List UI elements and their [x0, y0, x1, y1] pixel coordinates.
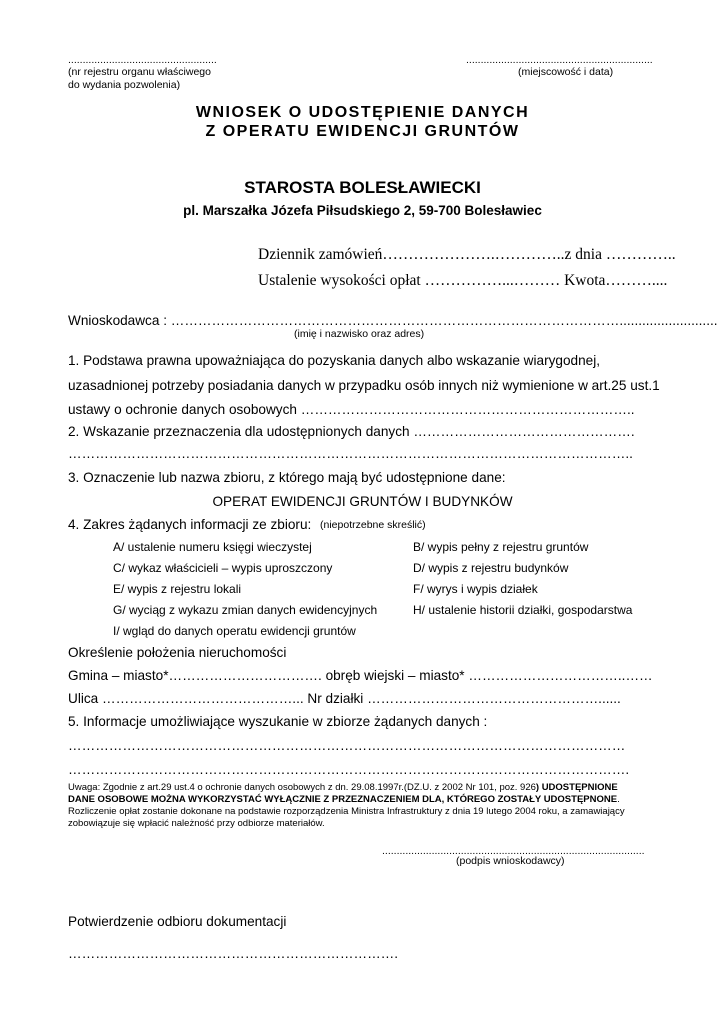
- option-i[interactable]: I/ wgląd do danych operatu ewidencji gruntów: [113, 624, 356, 638]
- option-d[interactable]: D/ wypis z rejestru budynków: [413, 561, 569, 575]
- place-date-dots[interactable]: ................................................................: [466, 54, 653, 66]
- municipality-field[interactable]: Gmina – miasto*……………………………. obręb wiejski – miasto* ……………………………..……: [68, 668, 653, 683]
- legal-basis-field[interactable]: ustawy o ochronie danych osobowych ………………………………………………………………..: [68, 402, 635, 417]
- form-title-line1: WNIOSEK O UDOSTĘPIENIE DANYCH: [195, 104, 530, 121]
- section5-label: 5. Informacje umożliwiające wyszukanie w zbiorze żądanych danych :: [68, 714, 488, 729]
- place-date-label: (miejscowość i data): [518, 66, 614, 78]
- receipt-dots[interactable]: ……………………………………………………………….: [68, 946, 399, 961]
- signature-label: (podpis wnioskodawcy): [456, 855, 565, 867]
- street-parcel-field[interactable]: Ulica ……………………………………... Nr działki ……………………………………………......: [68, 691, 621, 706]
- purpose-field-continued[interactable]: ……………………………………………………………………………………………………………..: [68, 446, 633, 461]
- applicant-field[interactable]: Wnioskodawca : ………………………………………………………………………………………..........................: [68, 313, 718, 328]
- authority-name: STAROSTA BOLESŁAWIECKI: [244, 178, 481, 197]
- registry-label-line2: do wydania pozwolenia): [68, 79, 181, 91]
- notice-line2-end: .: [617, 794, 620, 805]
- notice-line2: [68, 794, 620, 805]
- section3-label: 3. Oznaczenie lub nazwa zbioru, z którego mają być udostępnione dane:: [68, 470, 506, 485]
- location-heading: Określenie położenia nieruchomości: [68, 645, 287, 660]
- search-info-field-2[interactable]: …………………………………………………………………………………………………………….: [68, 762, 630, 777]
- signature-dots[interactable]: ..........................................................................................: [382, 845, 645, 857]
- notice-line3: Rozliczenie opłat zostanie dokonane na podstawie rozporządzenia Ministra Infrastruktury z dnia 19 lutego 2004 roku, a zamawiający: [68, 806, 625, 817]
- search-info-field-1[interactable]: ……………………………………………………………………………………………………………: [68, 738, 626, 753]
- notice-line1-bold: ) UDOSTĘPNIONE: [535, 782, 618, 793]
- notice-line4: zobowiązuje się wpłacić należność przy odbiorze materiałów.: [68, 818, 325, 829]
- registry-label-line1: (nr rejestru organu właściwego: [68, 66, 211, 78]
- dataset-name: OPERAT EWIDENCJI GRUNTÓW I BUDYNKÓW: [212, 494, 513, 509]
- notice-line1-text: Uwaga: Zgodnie z art.29 ust.4 o ochronie danych osobowych z dn. 29.08.1997r.(DZ.U. z 2002 Nr 101, poz. 926: [68, 782, 536, 793]
- notice-line2-bold: DANE OSOBOWE MOŻNA WYKORZYSTAĆ WYŁĄCZNIE Z PRZEZNACZENIEM DLA, KTÓREGO ZOSTAŁY UDOSTĘPNONE: [68, 794, 618, 805]
- option-a[interactable]: A/ ustalenie numeru księgi wieczystej: [113, 540, 312, 554]
- purpose-field[interactable]: 2. Wskazanie przeznaczenia dla udostępnionych danych ………………………………………….: [68, 424, 635, 439]
- option-f[interactable]: F/ wyrys i wypis działek: [413, 582, 538, 596]
- option-c[interactable]: C/ wykaz właścicieli – wypis uproszczony: [113, 561, 333, 575]
- section1-line2: uzasadnionej potrzeby posiadania danych w przypadku osób innych niż wymienione w art.25 ust.1: [68, 378, 660, 393]
- section4-note: (niepotrzebne skreślić): [320, 519, 426, 531]
- notice-line1: [68, 782, 618, 793]
- option-e[interactable]: E/ wypis z rejestru lokali: [113, 582, 242, 596]
- option-h[interactable]: H/ ustalenie historii działki, gospodarstwa: [413, 603, 633, 617]
- applicant-hint: (imię i nazwisko oraz adres): [294, 328, 425, 340]
- option-g[interactable]: G/ wyciąg z wykazu zmian danych ewidencyjnych: [113, 603, 378, 617]
- order-journal-field[interactable]: Dziennik zamówień………………….…………..z dnia …………..: [258, 246, 676, 263]
- form-title-line2: Z OPERATU EWIDENCJI GRUNTÓW: [205, 123, 520, 140]
- registry-dots[interactable]: ...................................................: [68, 54, 217, 66]
- fee-amount-field[interactable]: Ustalenie wysokości opłat ……………...……… Kwota………....: [258, 272, 668, 289]
- option-b[interactable]: B/ wypis pełny z rejestru gruntów: [413, 540, 589, 554]
- section1-line1: 1. Podstawa prawna upoważniająca do pozyskania danych albo wskazanie wiarygodnej,: [68, 353, 600, 368]
- authority-address: pl. Marszałka Józefa Piłsudskiego 2, 59-700 Bolesławiec: [183, 203, 542, 218]
- receipt-label: Potwierdzenie odbioru dokumentacji: [68, 914, 287, 929]
- section4-label: 4. Zakres żądanych informacji ze zbioru:: [68, 517, 312, 532]
